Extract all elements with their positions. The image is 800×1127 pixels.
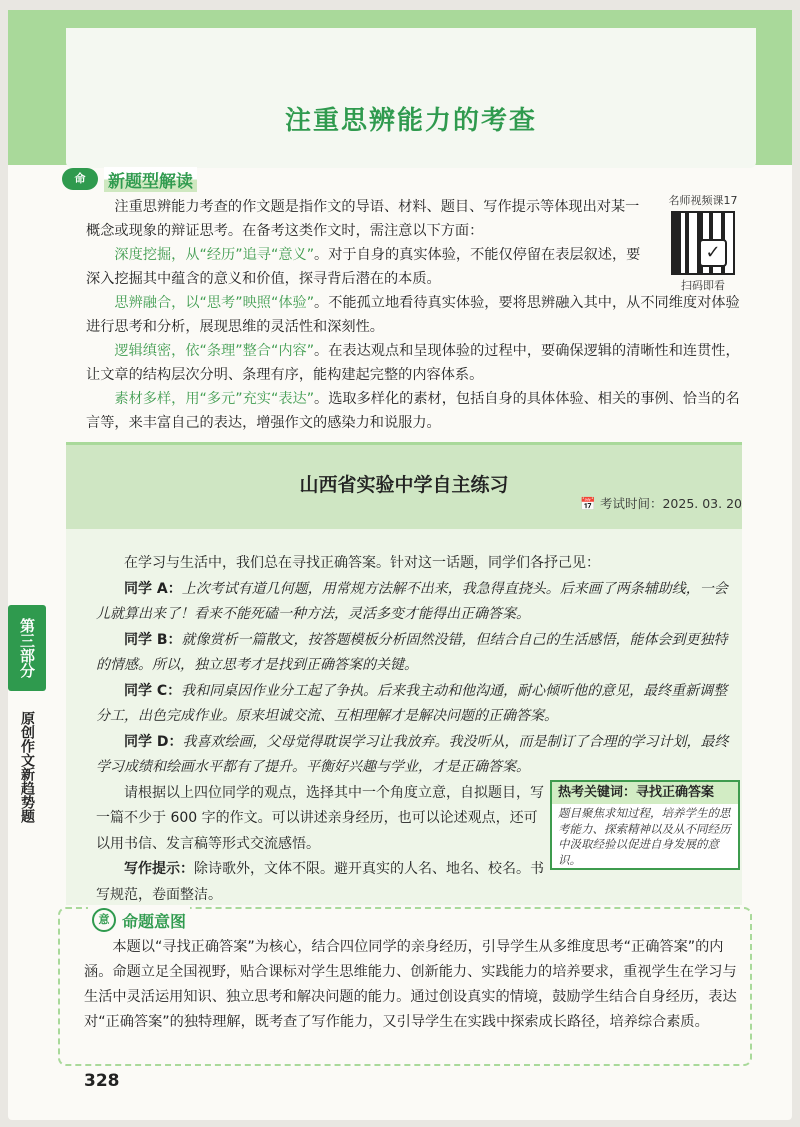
intro-paragraph: 注重思辨能力考查的作文题是指作文的导语、材料、题目、写作提示等体现出对某一概念或现象的辩证思考。在备考这类作文时，需注意以下方面： [86,199,640,239]
practice-lead: 在学习与生活中，我们总在寻找正确答案。针对这一话题，同学们各抒己见： [124,555,600,571]
student-a: 同学 A：上次考试有道几何题，用常规方法解不出来，我急得直挠头。后来画了两条辅助线，一会儿就算出来了！看来不能死磕一种方法，灵活多变才能得出正确答案。 [96,580,728,622]
section-badge [62,165,252,193]
qr-code-block[interactable] [660,192,746,292]
student-c: 同学 C：我和同桌因作业分工起了争执。后来我主动和他沟通，耐心倾听他的意见，最终重新调整分工，出色完成作业。原来坦诚交流、互相理解才是解决问题的正确答案。 [96,682,728,724]
book-leaf-icon: 命 [62,168,98,190]
title-plate [66,28,756,168]
tip-3-head: 逻辑缜密，依“条理”整合“内容” [114,343,315,359]
hot-keywords-box [550,780,740,870]
hot-keywords-text: 题目聚焦求知过程，培养学生的思考能力、探索精神以及从不同经历中汲取经验以促进自身发展的意识。 [558,806,731,867]
tip-3: 逻辑缜密，依“条理”整合“内容”。在表达观点和呈现体验的过程中，要确保逻辑的清晰性和连贯性，让文章的结构层次分明、条理有序，能构建起完整的内容体系。 [86,343,740,383]
student-d: 同学 D：我喜欢绘画，父母觉得耽误学习让我放弃。我没听从，而是制订了合理的学习计划，最终学习成绩和绘画水平都有了提升。平衡好兴趣与学业，才是正确答案。 [96,733,729,775]
qr-bottom-label: 扫码即看 [681,279,725,292]
calendar-icon: 📅 [580,496,600,511]
intent-label: 命题意图 [122,911,187,931]
student-b: 同学 B：就像赏析一篇散文，按答题模板分析固然没错，但结合自己的生活感悟，能体会到更独特的情感。所以，独立思考才是找到正确答案的关键。 [96,631,728,673]
tip-4: 素材多样，用“多元”充实“表达”。选取多样化的素材，包括自身的具体体验、相关的事例、恰当的名言等，来丰富自己的表达，增强作文的感染力和说服力。 [86,391,740,431]
section-label: 原创作文新趋势题 [19,711,35,823]
practice-title: 山西省实验中学自主练习 [299,474,509,496]
intent-text: 本题以“寻找正确答案”为核心，结合四位同学的亲身经历，引导学生从多维度思考“正确答案”的内涵。命题立足全国视野，贴合课标对学生思维能力、创新能力、实践能力的培养要求，重视学生在学习与生活中灵活运用知识、独立思考和解决问题的能力。通过创设真实的情境，鼓励学生结合自身经历，表达对“正确答案”的独特理解，既考查了写作能力，又引导学生在实践中探索成长路径，培养综合素质。 [84,939,737,1030]
tip-1: 深度挖掘，从“经历”追寻“意义”。对于自身的真实体验，不能仅停留在表层叙述，要深入挖掘其中蕴含的意义和价值，探寻背后潜在的本质。 [86,247,641,287]
writing-hint: 写作提示：除诗歌外，文体不限。避开真实的人名、地名、校名。书写规范，卷面整洁。 [96,861,544,903]
writing-task: 请根据以上四位同学的观点，选择其中一个角度立意，自拟题目，写一篇不少于 600 字的作文。可以讲述亲身经历，也可以论述观点，还可以用书信、发言稿等形式交流感悟。 [96,784,544,852]
tip-2: 思辨融合，以“思考”映照“体验”。不能孤立地看待真实体验，要将思辨融入其中，从不同维度对体验进行思考和分析，展现思维的灵活性和深刻性。 [86,295,740,335]
exam-time: 📅 考试时间：2025. 03. 20 [580,496,742,511]
qr-top-label: 名师视频课17 [668,194,738,207]
page-number: 328 [84,1071,120,1091]
tip-4-head: 素材多样，用“多元”充实“表达” [114,391,315,407]
intent-box [58,907,752,1066]
hot-keywords-title: 热考关键词：寻找正确答案 [552,782,738,804]
part-label: 第三部分 [8,605,46,691]
tip-2-head: 思辨融合，以“思考”映照“体验” [114,295,315,311]
intent-badge [88,907,190,933]
side-tab [8,605,50,885]
tip-1-head: 深度挖掘，从“经历”追寻“意义” [114,247,315,263]
section-badge-label: 新题型解读 [104,167,197,192]
practice-header [66,445,742,529]
qr-code-icon[interactable] [671,211,735,275]
speech-bubble-icon: 意 [92,908,116,932]
page-title: 注重思辨能力的考查 [284,106,537,136]
